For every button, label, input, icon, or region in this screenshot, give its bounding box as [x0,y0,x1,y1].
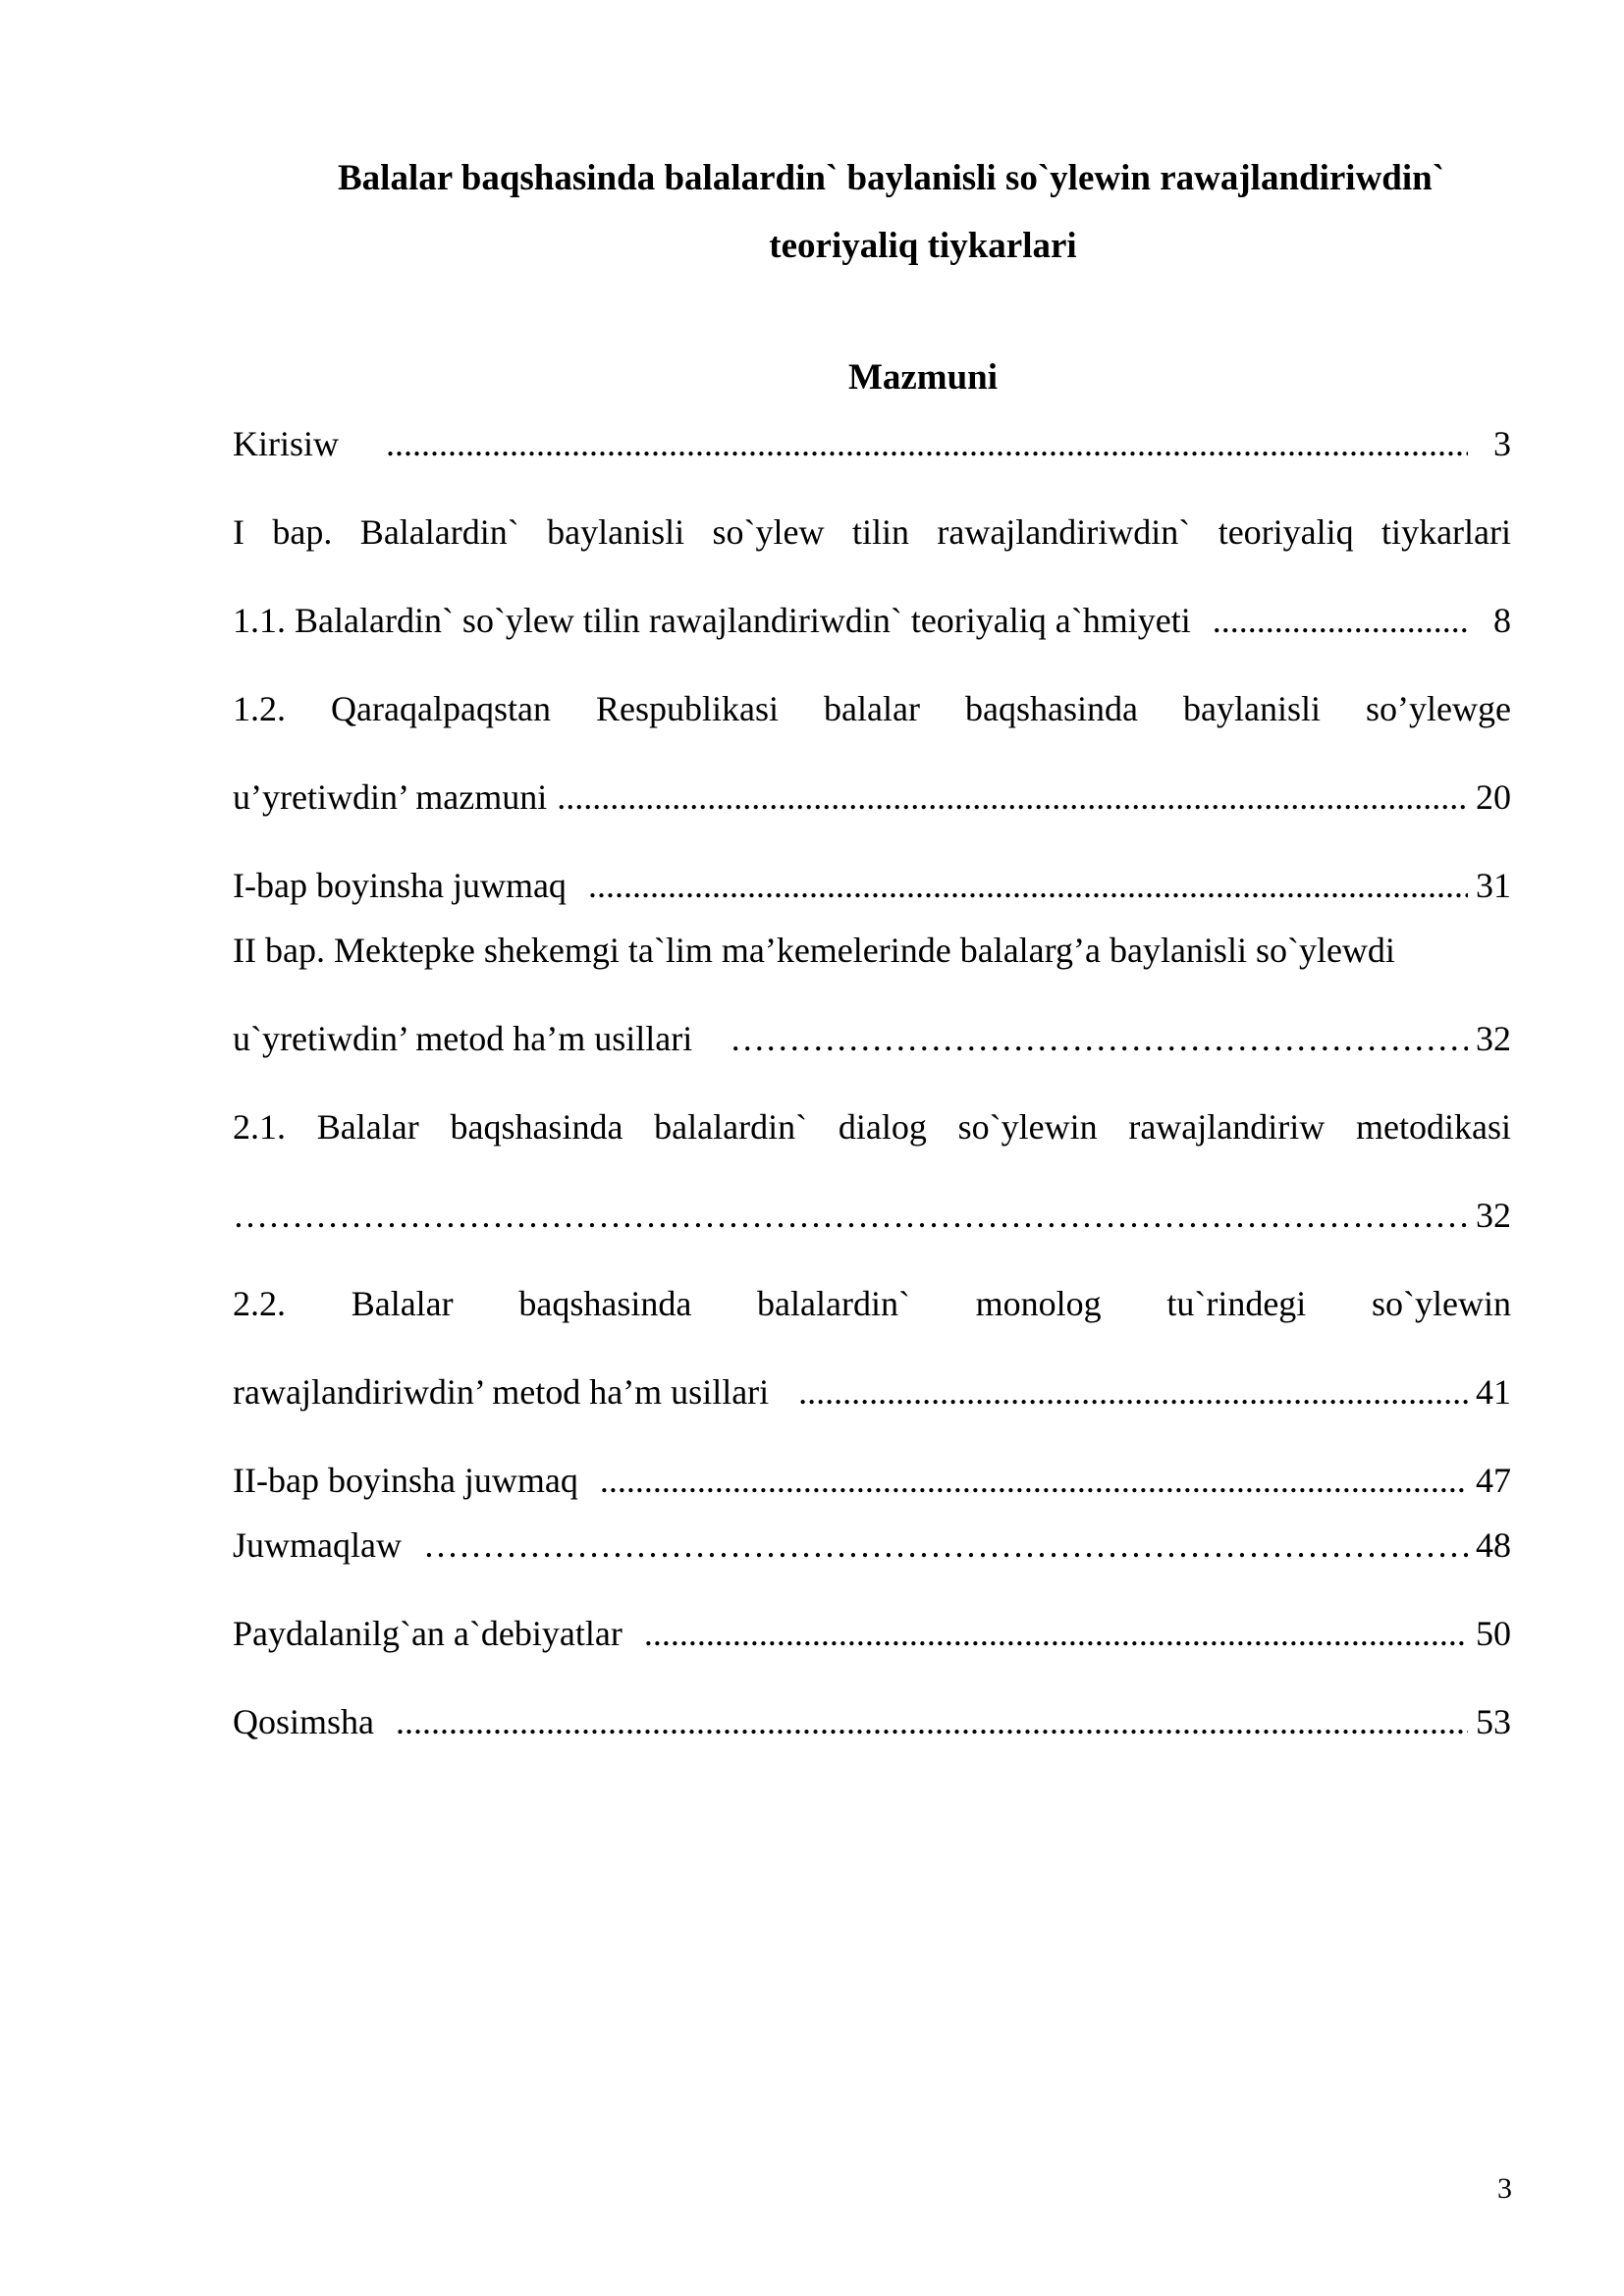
toc-entry-label: II-bap boyinsha juwmaq [233,1461,578,1500]
toc-entry-page: 32 [1476,1196,1511,1235]
toc-entry-juwmaqlaw[interactable] [233,1527,1511,1563]
dot-leader [339,426,1468,461]
toc-entry-label: u`yretiwdin’ metod ha’m usillari [233,1019,693,1058]
toc-entry-section-2-2-line2[interactable] [233,1374,1511,1410]
toc-entry-page: 32 [1476,1019,1511,1058]
dot-leader [769,1374,1468,1410]
toc-entry-label: u’yretiwdin’ mazmuni [233,777,548,817]
toc-entry-section-1-2-line2[interactable] [233,779,1511,815]
toc-entry-page: 50 [1476,1614,1511,1653]
toc-entry-section-2-2-line1[interactable]: 2.2. Balalar baqshasinda balalardin` monolog tu`rindegi so`ylewin [233,1284,1511,1323]
dot-leader [567,868,1468,903]
toc-entry-section-1-2-line1[interactable]: 1.2. Qaraqalpaqstan Respublikasi balalar baqshasinda baylanisli so’ylewge [233,689,1511,728]
toc-entry-section-2-1-line1[interactable]: 2.1. Balalar baqshasinda balalardin` dialog so`ylewin rawajlandiriw metodikasi [233,1107,1511,1147]
dot-leader [374,1704,1468,1739]
toc-entry-page: 3 [1493,424,1511,463]
dot-leader [578,1463,1468,1498]
toc-entry-section-1-1[interactable] [233,603,1511,638]
dot-leader [402,1527,1468,1563]
dot-leader [547,779,1468,815]
toc-entry-page: 8 [1493,601,1511,640]
toc-entry-label: Qosimsha [233,1702,374,1741]
page-number: 3 [1497,2172,1512,2205]
toc-entry-label: Kirisiw [233,424,339,463]
toc-entry-section-2-1-line2[interactable] [233,1198,1511,1233]
toc-entry-page: 31 [1476,866,1511,905]
dot-leader [1191,603,1468,638]
toc-entry-label: I-bap boyinsha juwmaq [233,866,567,905]
toc-entry-chapter-2-line1[interactable]: II bap. Mektepke shekemgi ta`lim ma’kemelerinde balalarg’a baylanisli so`ylewdi [233,931,1395,970]
document-title-line2: teoriyaliq tiykarlari [769,226,1077,266]
toc-entry-appendix[interactable] [233,1704,1511,1739]
toc-entry-label: 1.1. Balalardin` so`ylew tilin rawajlandiriwdin` teoriyaliq a`hmiyeti [233,601,1191,640]
dot-leader [692,1021,1468,1056]
toc-entry-summary-1[interactable] [233,868,1511,903]
toc-entry-page: 53 [1476,1702,1511,1741]
toc-entry-summary-2[interactable] [233,1463,1511,1498]
document-title-line1: Balalar baqshasinda balalardin` baylanisli so`ylewin rawajlandiriwdin` [338,158,1445,198]
toc-heading: Mazmuni [847,357,999,398]
dot-leader [233,1198,1468,1233]
toc-entry-page: 48 [1476,1525,1511,1565]
toc-entry-page: 47 [1476,1461,1511,1500]
toc-entry-page: 41 [1476,1372,1511,1412]
toc-entry-label: rawajlandiriwdin’ metod ha’m usillari [233,1372,770,1412]
dot-leader [623,1616,1468,1651]
toc-entry-references[interactable] [233,1616,1511,1651]
toc-entry-chapter-2-line2[interactable] [233,1021,1511,1056]
toc-entry-label: Paydalanilg`an a`debiyatlar [233,1614,623,1653]
toc-entry-label: Juwmaqlaw [233,1525,402,1565]
toc-entry-chapter-1[interactable]: I bap. Balalardin` baylanisli so`ylew tilin rawajlandiriwdin` teoriyaliq tiykarlari [233,512,1511,552]
toc-entry-kirisiw[interactable] [233,426,1511,461]
toc-entry-page: 20 [1476,777,1511,817]
